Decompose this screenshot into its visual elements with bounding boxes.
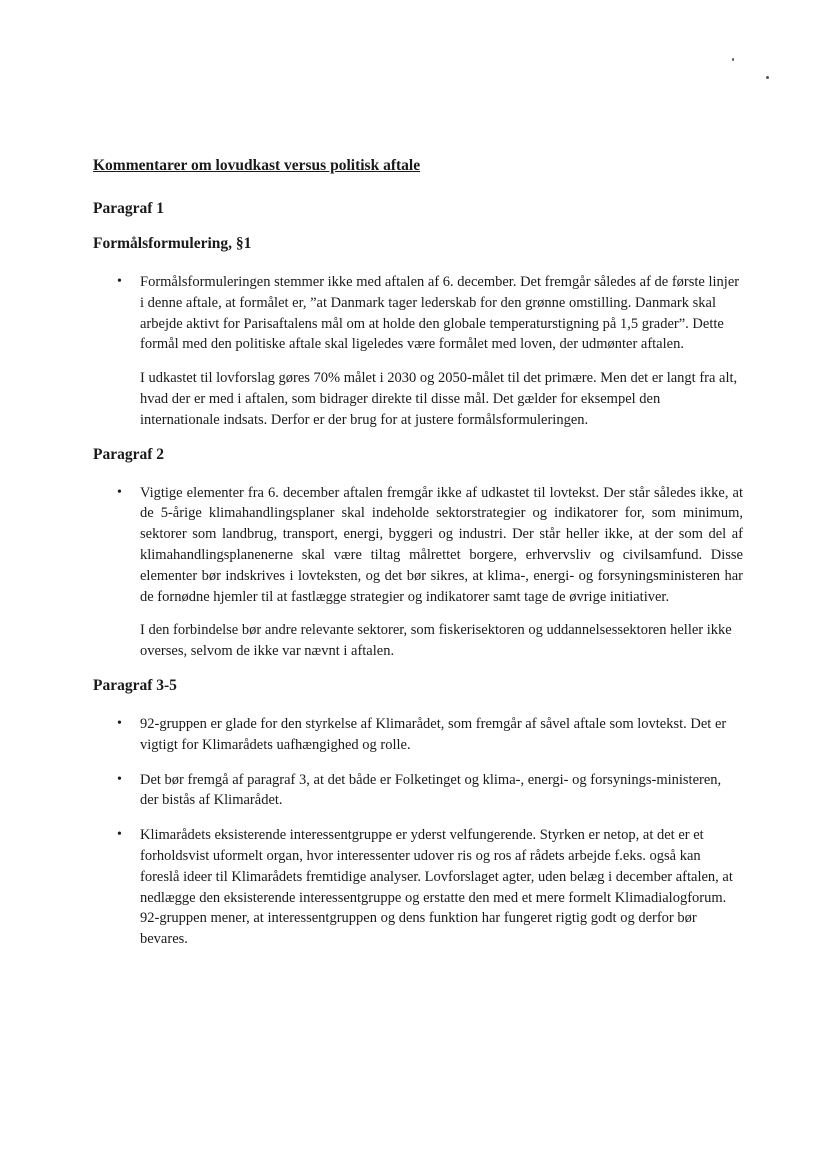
- bullet-item: [93, 714, 743, 756]
- document-body: [93, 156, 743, 964]
- bullet-item: [93, 770, 743, 812]
- bullet-item: [93, 825, 743, 950]
- document-title: Kommentarer om lovudkast versus politisk aftale: [93, 157, 421, 174]
- paragraph: 92-gruppen er glade for den styrkelse af Klimarådet, som fremgår af såvel aftale som lovtekst. Det er vigtigt for Klimarådets uafhængighed og rolle.: [140, 715, 727, 753]
- paragraph: I udkastet til lovforslag gøres 70% målet i 2030 og 2050-målet til det primære. Men det er langt fra alt, hvad der er med i aftalen, som bidrager direkte til disse mål. Det gælder for eksempel den internationale indsats. Derfor er der brug for at justere formålsformuleringen.: [140, 370, 738, 428]
- bullet-icon: •: [117, 771, 122, 787]
- section-subheading: Formålsformulering, §1: [93, 235, 252, 252]
- section-heading: Paragraf 3-5: [93, 676, 177, 694]
- paragraph: I den forbindelse bør andre relevante sektorer, som fiskerisektoren og uddannelsessektoren heller ikke overses, selvom de ikke var nævnt i aftalen.: [140, 622, 732, 660]
- section-paragraf-3-5: [93, 676, 743, 950]
- bullet-icon: •: [117, 484, 122, 500]
- scan-speck: [766, 76, 769, 79]
- bullet-icon: •: [117, 827, 122, 843]
- bullet-icon: •: [117, 715, 122, 731]
- paragraph: Det bør fremgå af paragraf 3, at det både er Folketinget og klima-, energi- og forsynings-ministeren, der bistås af Klimarådet.: [140, 771, 722, 809]
- bullet-list: [93, 272, 743, 431]
- bullet-list: [93, 483, 743, 662]
- section-paragraf-1: [93, 199, 743, 431]
- section-heading: Paragraf 1: [93, 200, 165, 217]
- section-heading: Paragraf 2: [93, 445, 165, 463]
- bullet-item: [93, 272, 743, 431]
- bullet-item: [93, 483, 743, 662]
- paragraph: Vigtige elementer fra 6. december aftalen fremgår ikke af udkastet til lovtekst. Der står således ikke, at de 5-årige klimahandlingsplaner skal indeholde sektorstrategier og indikatorer for, som minimum, sektorer som landbrug, transport, energi, byggeri og industri. Der står heller ikke, at der som del af klimahandlingsplanenerne skal være tiltag målrettet borgere, erhvervsliv og civilsamfund. Disse elementer bør indskrives i lovteksten, og det bør sikres, at klima-, energi- og forsyningsministeren har de fornødne hjemler til at fastlægge strategier og indikatorer samt tage de øvrige initiativer.: [140, 484, 743, 605]
- section-paragraf-2: [93, 445, 743, 662]
- paragraph: Klimarådets eksisterende interessentgruppe er yderst velfungerende. Styrken er netop, at det er et forholdsvist uformelt organ, hvor interessenter udover ris og ros af rådets arbejde f.eks. også kan foreslå ideer til Klimarådets fremtidige analyser. Lovforslaget agter, uden belæg i december aftalen, at nedlægge den eksisterende interessentgruppe og erstatte den med et mere formelt Klimadialogforum. 92-gruppen mener, at interessentgruppen og dens funktion har fungeret rigtig godt og derfor bør bevares.: [140, 827, 733, 948]
- scan-speck: [732, 58, 734, 61]
- bullet-list: [93, 714, 743, 950]
- paragraph: Formålsformuleringen stemmer ikke med aftalen af 6. december. Det fremgår således af de første linjer i denne aftale, at formålet er, ”at Danmark tager lederskab for den grønne omstilling. Danmark skal arbejde aktivt for Parisaftalens mål om at holde den globale temperaturstigning på 1,5 grader”. Dette formål med den politiske aftale skal ligeledes være formålet med loven, der udmønter aftalen.: [140, 274, 740, 353]
- bullet-icon: •: [117, 274, 122, 289]
